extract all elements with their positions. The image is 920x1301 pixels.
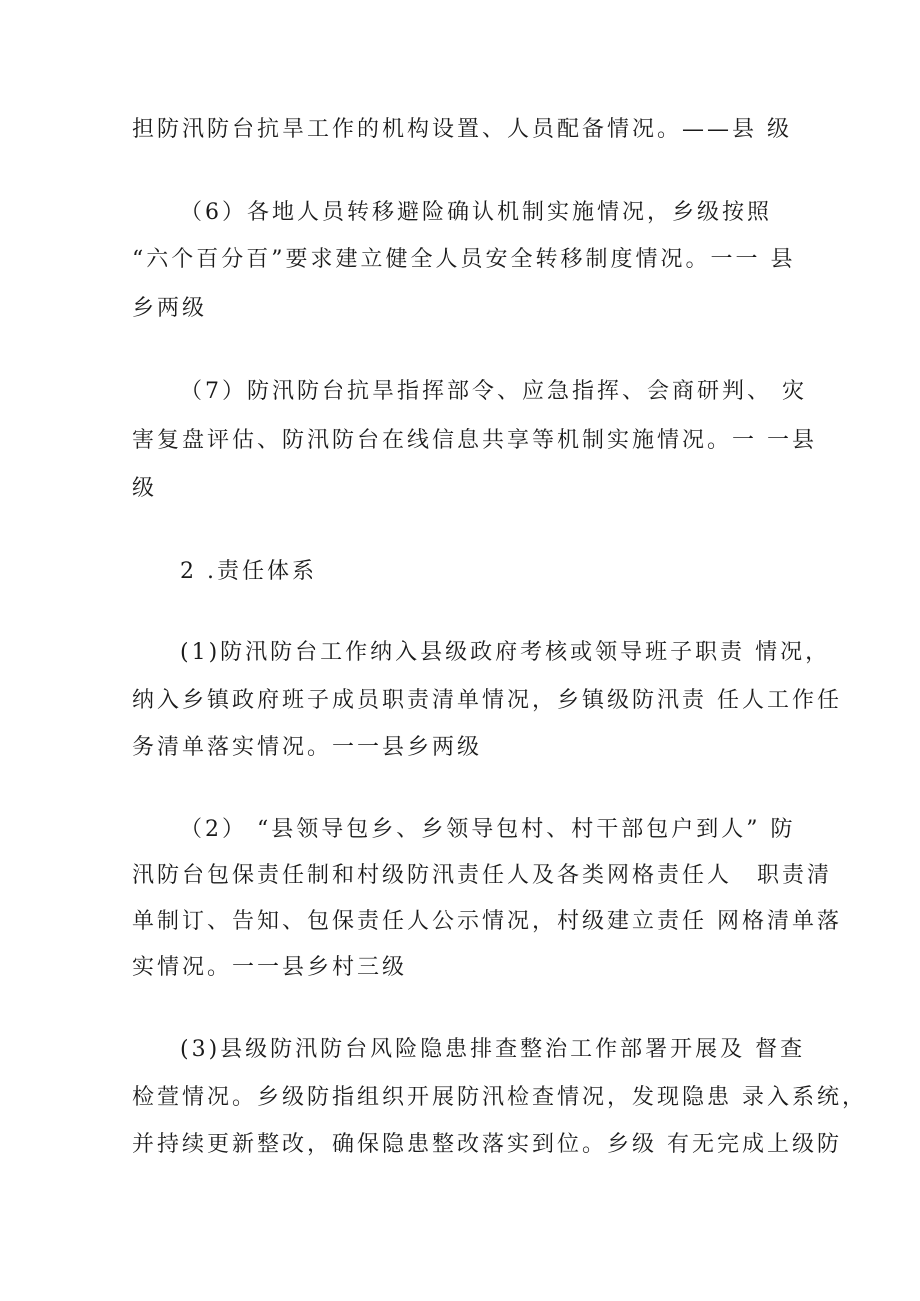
text-line: 汛防台包保责任制和村级防汛责任人及各类网格责任人 职责清 bbox=[132, 863, 833, 888]
section-heading: 2 .责任体系 bbox=[180, 559, 317, 584]
text-line: “六个百分百”要求建立健全人员安全转移制度情况。一一 县 bbox=[132, 247, 796, 272]
text-line: 实情况。一一县乡村三级 bbox=[132, 955, 408, 980]
text-line: （2） “县领导包乡、乡领导包村、村干部包户到人” 防 bbox=[180, 817, 796, 842]
text-line: 害复盘评估、防汛防台在线信息共享等机制实施情况。一 一县 bbox=[132, 428, 817, 453]
text-line: 担防汛防台抗旱工作的机构设置、人员配备情况。——县 级 bbox=[132, 117, 792, 142]
text-line: 纳入乡镇政府班子成员职责清单情况，乡镇级防汛责 任人工作任 bbox=[132, 688, 842, 713]
text-line: 单制订、告知、包保责任人公示情况，村级建立责任 网格清单落 bbox=[132, 909, 842, 934]
text-line: （7）防汛防台抗旱指挥部令、应急指挥、会商研判、 灾 bbox=[180, 379, 807, 404]
text-line: 乡两级 bbox=[132, 296, 208, 321]
text-line: 级 bbox=[132, 476, 158, 501]
text-line: (1)防汛防台工作纳入县级政府考核或领导班子职责 情况， bbox=[180, 640, 831, 665]
text-line: 务清单落实情况。一一县乡两级 bbox=[132, 735, 483, 760]
text-line: 检萱情况。乡级防指组织开展防汛检查情况，发现隐患 录入系统， bbox=[132, 1085, 867, 1110]
text-line: 并持续更新整改，确保隐患整改落实到位。乡级 有无完成上级防 bbox=[132, 1132, 842, 1157]
text-line: （6）各地人员转移避险确认机制实施情况，乡级按照 bbox=[180, 200, 772, 225]
text-line: (3)县级防汛防台风险隐患排查整治工作部署开展及 督查 bbox=[180, 1037, 806, 1062]
